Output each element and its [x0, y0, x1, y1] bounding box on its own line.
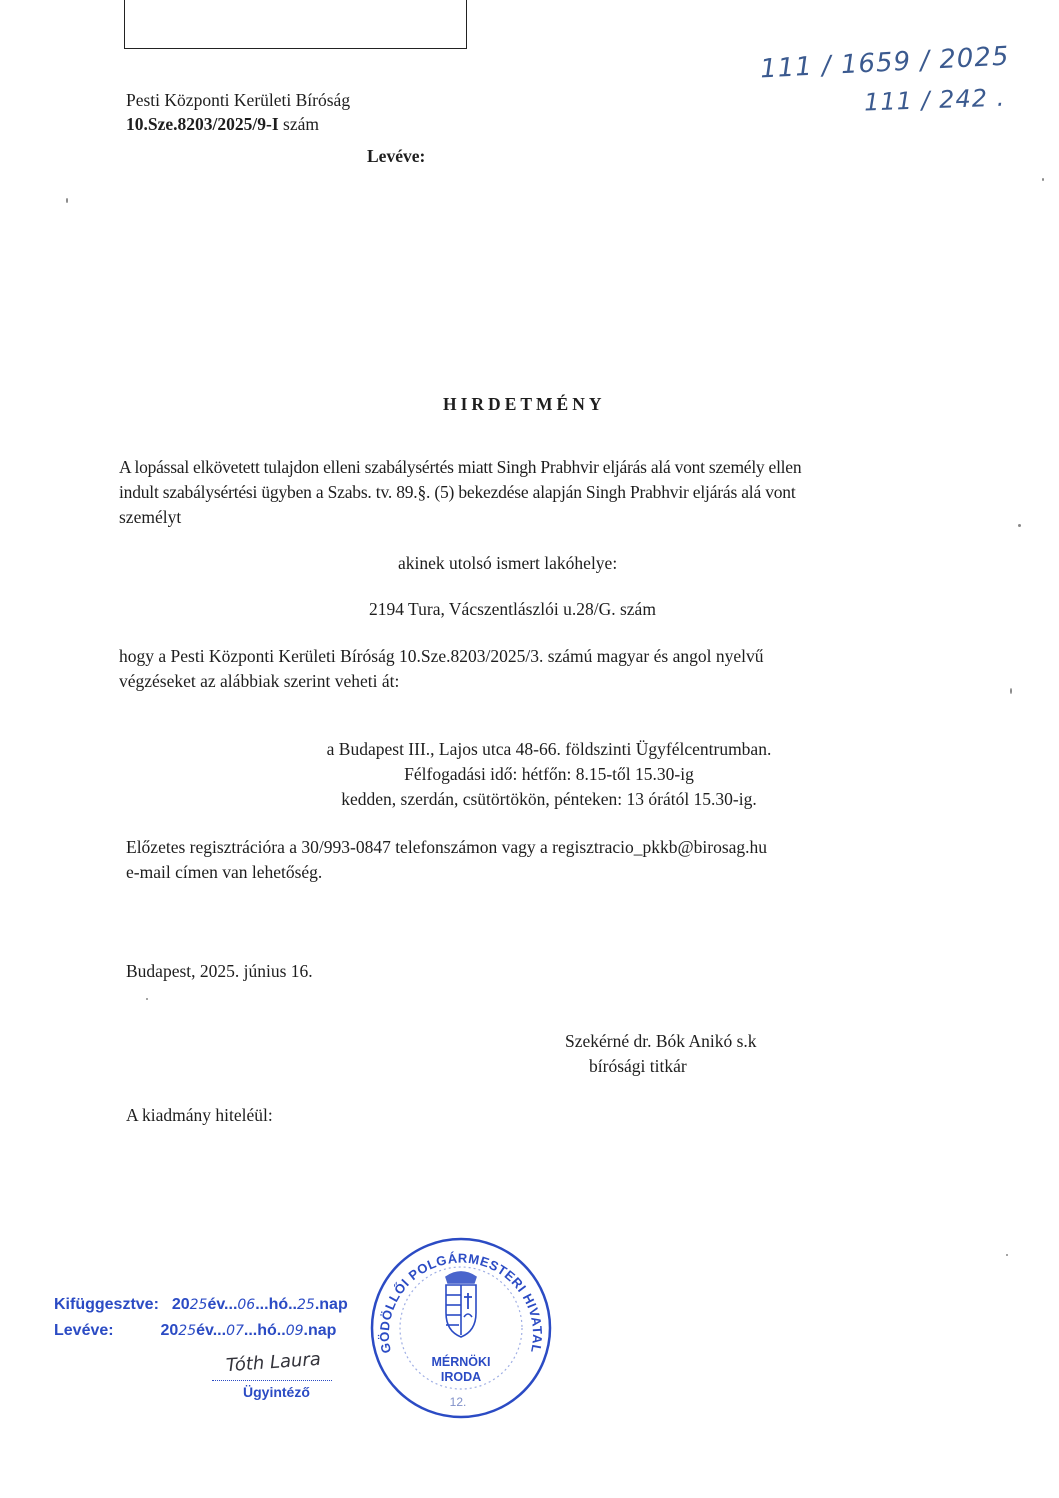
paragraph-1-line-3: személyt	[119, 507, 182, 527]
case-number-line	[126, 113, 319, 135]
scan-speck	[1018, 524, 1021, 527]
posted-month: 06	[237, 1297, 256, 1313]
handwritten-subnumber: 111 / 242 .	[863, 83, 1006, 117]
posted-ho: hó	[268, 1296, 289, 1313]
registration-line-2: e-mail címen van lehetőség.	[126, 862, 323, 882]
scan-speck	[1006, 1254, 1008, 1256]
stamp-ring-text: GÖDÖLLŐI POLGÁRMESTERI HIVATAL	[376, 1250, 546, 1355]
stamp-center-line-2: IRODA	[440, 1370, 482, 1384]
clerk-label: Ügyintéző	[243, 1384, 310, 1400]
scan-speck	[66, 198, 68, 203]
case-suffix: szám	[278, 114, 319, 134]
place-and-date: Budapest, 2025. június 16.	[126, 961, 313, 981]
stamp-number: 12.	[449, 1395, 467, 1409]
removed-label: Levéve:	[54, 1322, 114, 1339]
scan-speck	[146, 998, 148, 1000]
office-round-stamp	[366, 1233, 556, 1423]
leveve-label: Levéve:	[367, 146, 426, 166]
posted-day: 25	[297, 1297, 315, 1313]
handwritten-registry-number: 111 / 1659 / 2025	[759, 41, 1011, 85]
removed-month: 07	[226, 1323, 244, 1339]
paragraph-2-line-1: hogy a Pesti Központi Kerületi Bíróság 10.Sze.8203/2025/3. számú magyar és angol nyelvű	[119, 646, 764, 666]
case-number: 10.Sze.8203/2025/9-I	[126, 114, 279, 134]
removed-ho: hó	[257, 1322, 277, 1339]
office-hours-2: kedden, szerdán, csütörtökön, pénteken: 13 órától 15.30-ig.	[341, 789, 757, 809]
signer-title: bírósági titkár	[589, 1056, 687, 1076]
registration-line-1: Előzetes regisztrációra a 30/993-0847 telefonszámon vagy a regisztracio_pkkb@birosag.hu	[126, 837, 768, 857]
document-title: HIRDETMÉNY	[443, 394, 606, 414]
clerk-signature: Tóth Laura	[225, 1348, 322, 1377]
clerk-signature-line	[212, 1380, 332, 1381]
posted-label: Kifüggesztve:	[54, 1296, 159, 1313]
scan-speck	[1010, 688, 1012, 694]
pickup-location: a Budapest III., Lajos utca 48-66. földszinti Ügyfélcentrumban.	[326, 739, 772, 759]
posted-row: Kifüggesztve: 2025év...06...hó..25.nap	[54, 1296, 348, 1313]
scan-speck	[1042, 178, 1044, 181]
removed-ev: év	[196, 1322, 213, 1339]
office-hours-1: Félfogadási idő: hétfőn: 8.15-től 15.30-ig	[404, 764, 694, 784]
removed-year: 25	[178, 1323, 197, 1339]
removed-nap: nap	[307, 1322, 337, 1339]
header-box	[124, 0, 467, 49]
paragraph-1-line-2: indult szabálysértési ügyben a Szabs. tv. 89.§. (5) bekezdése alapján Singh Prabhvir eljárás alá vont	[119, 482, 796, 502]
posted-year: 25	[189, 1297, 208, 1313]
removed-day: 09	[285, 1323, 304, 1339]
residence-label: akinek utolsó ismert lakóhelye:	[398, 553, 618, 573]
paragraph-1-line-1: A lopással elkövetett tulajdon elleni szabálysértés miatt Singh Prabhvir eljárás alá vont személy ellen	[119, 457, 802, 477]
coat-of-arms-icon	[446, 1272, 476, 1337]
signer-name: Szekérné dr. Bók Anikó s.k	[565, 1031, 757, 1051]
removed-row: Levéve: 2025év...07...hó..09.nap	[54, 1322, 337, 1339]
court-name: Pesti Központi Kerületi Bíróság	[126, 90, 351, 110]
address: 2194 Tura, Vácszentlászlói u.28/G. szám	[369, 599, 656, 619]
removed-prefix: 20	[160, 1322, 179, 1339]
authentication-label: A kiadmány hiteléül:	[126, 1105, 273, 1125]
paragraph-2-line-2: végzéseket az alábbiak szerint veheti át:	[119, 671, 400, 691]
posted-nap: nap	[319, 1296, 348, 1313]
posted-prefix: 20	[171, 1296, 190, 1313]
stamp-center-line-1: MÉRNÖKI	[431, 1355, 491, 1369]
posted-ev: év	[207, 1296, 225, 1313]
